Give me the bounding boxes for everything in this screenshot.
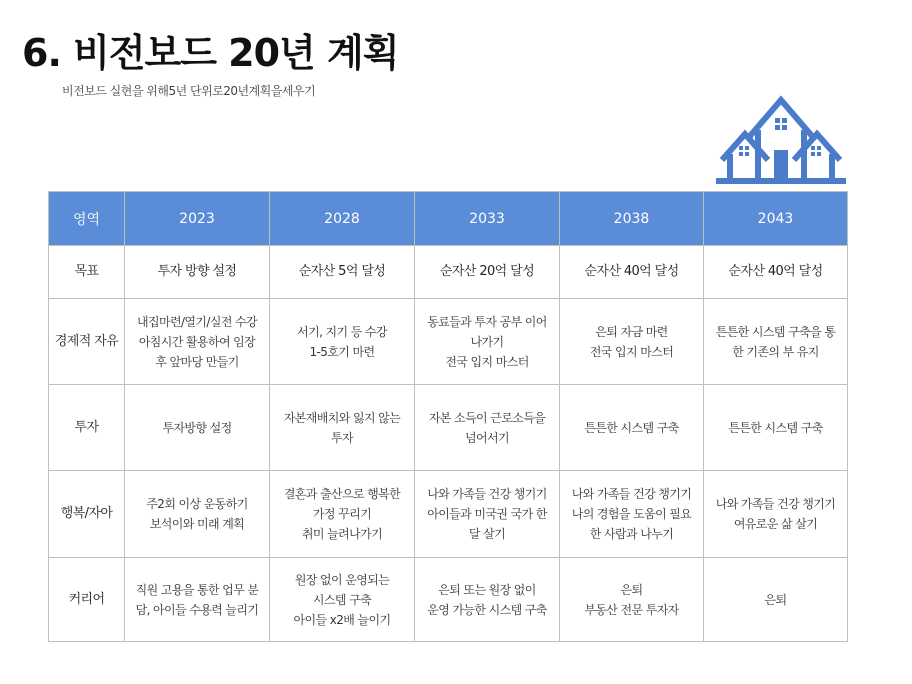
cell-line: 은퇴 자금 마련 [595,324,668,339]
cell-line: 튼튼한 시스템 구축 [584,420,679,435]
table-cell [270,558,415,642]
row-label: 투자 [49,385,125,471]
table-cell [270,299,415,385]
cell-line: 은퇴 또는 원장 없이 [438,582,536,597]
cell-line: 주2회 이상 운동하기 [146,497,248,511]
cell-line: 아이들 x2배 늘이기 [293,612,391,627]
table-cell [560,385,704,471]
column-header: 2023 [125,192,270,246]
cell-line: 원장 없이 운영되는 [294,572,390,587]
column-header: 2033 [415,192,560,246]
cell-line: 시스템 구축 [312,592,372,607]
cell-line: 여유로운 삶 살기 [733,517,818,531]
table-cell [415,471,560,558]
table-row [49,385,848,471]
cell-line: 가정 꾸리기 [312,507,372,521]
cell-line: 나가기 [470,334,504,349]
table-cell [560,299,704,385]
table-row [49,558,848,642]
column-header: 2043 [704,192,848,246]
column-header: 영역 [49,192,125,246]
table-cell [125,385,270,471]
cell-line: 결혼과 출산으로 행복한 [283,487,401,501]
table-header-row [49,192,848,246]
table-cell [704,385,848,471]
table-row [49,471,848,558]
table-row [49,246,848,299]
cell-line: 내집마련/열기/실전 수강 [136,314,258,329]
cell-line: 전국 입지 마스터 [445,354,529,369]
cell-line: 자본 소득이 근로소득을 [428,410,546,425]
table-cell [270,471,415,558]
table-cell [125,558,270,642]
cell-line: 투자방향 설정 [162,420,232,435]
cell-line: 서기, 지기 등 수강 [297,324,387,339]
cell-line: 순자산 40억 달성 [584,264,679,279]
cell-line: 순자산 40억 달성 [728,264,823,279]
cell-line: 전국 입지 마스터 [589,344,674,359]
column-header: 2028 [270,192,415,246]
table-cell [704,558,848,642]
house-icon [714,94,848,186]
page-subtitle: 비전보드 실현을 위해5년 단위로20년계획을세우기 [62,84,316,98]
cell-line: 넘어서기 [465,430,509,445]
table-cell [560,558,704,642]
cell-line: 후 앞마당 만들기 [155,354,239,369]
cell-line: 순자산 5억 달성 [298,264,386,279]
table-row [49,299,848,385]
row-label: 행복/자아 [49,471,125,558]
cell-line: 은퇴 [764,592,787,607]
table-cell [415,385,560,471]
cell-line: 은퇴 [620,582,643,597]
table-cell [415,246,560,299]
cell-line: 아침시간 활용하여 임장 [138,334,256,349]
row-label: 경제적 자유 [49,299,125,385]
cell-line: 한 기존의 부 유지 [732,344,819,359]
cell-line: 동료들과 투자 공부 이어 [427,314,547,329]
column-header: 2038 [560,192,704,246]
cell-line: 나와 가족들 건강 챙기기 [427,487,547,501]
table-cell [415,299,560,385]
cell-line: 순자산 20억 달성 [439,264,535,279]
cell-line: 1-5호기 마련 [309,344,375,359]
table-cell [270,385,415,471]
cell-line: 담, 아이들 수용력 늘리기 [135,602,259,617]
table-cell [270,246,415,299]
table-cell [125,471,270,558]
row-label: 목표 [49,246,125,299]
page-title: 6. 비전보드 20년 계획 [22,31,399,75]
table-cell [560,471,704,558]
cell-line: 나와 가족들 건강 챙기기 [571,487,692,501]
cell-line: 부동산 전문 투자자 [584,602,679,617]
table-cell [125,299,270,385]
table-cell [704,246,848,299]
cell-line: 달 살기 [468,527,506,541]
cell-line: 한 사람과 나누기 [589,527,674,541]
table-cell [560,246,704,299]
cell-line: 투자 방향 설정 [157,264,237,279]
cell-line: 투자 [331,430,353,445]
cell-line: 아이들과 미국권 국가 한 [427,507,547,521]
cell-line: 보석이와 미래 계획 [149,517,245,531]
cell-line: 나와 가족들 건강 챙기기 [715,497,836,511]
cell-line: 튼튼한 시스템 구축 [728,420,823,435]
table-cell [415,558,560,642]
vision-plan-table [48,191,848,642]
table-cell [704,299,848,385]
cell-line: 나의 경험을 도움이 필요 [571,507,692,521]
cell-line: 자본재배치와 잃지 않는 [283,410,401,425]
table-cell [125,246,270,299]
cell-line: 직원 고용을 통한 업무 분 [135,582,259,597]
table-cell [704,471,848,558]
row-label: 커리어 [49,558,125,642]
cell-line: 취미 늘려나가기 [301,527,383,541]
cell-line: 운영 가능한 시스템 구축 [427,602,547,617]
cell-line: 튼튼한 시스템 구축을 통 [715,324,836,339]
